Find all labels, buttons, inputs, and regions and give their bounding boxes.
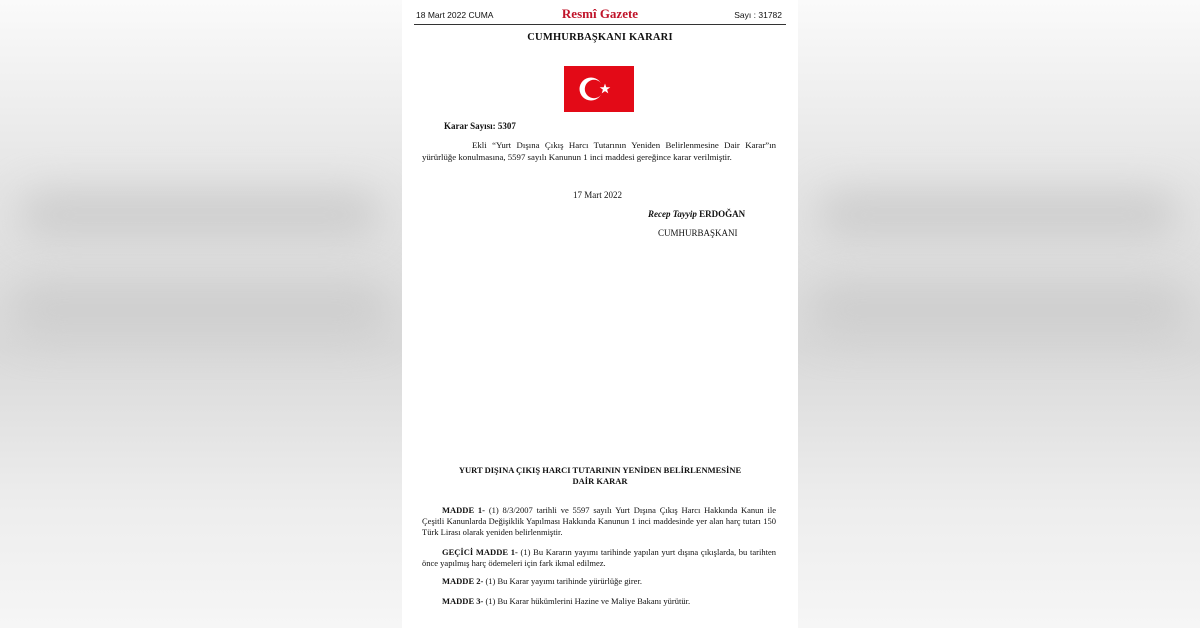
page-title: CUMHURBAŞKANI KARARI [527, 32, 673, 43]
decree-title-line: DAİR KARAR [572, 476, 628, 486]
article-label: MADDE 1- [442, 505, 486, 515]
blurred-background-left [0, 0, 402, 628]
gazette-name: Resmî Gazete [561, 6, 639, 21]
blur-shape [20, 190, 380, 240]
article-label: MADDE 3- [442, 596, 484, 606]
signature-date: 17 Mart 2022 [573, 190, 622, 200]
blur-shape [818, 190, 1178, 240]
blurred-background-right [798, 0, 1200, 628]
temporary-article-1 [422, 547, 776, 569]
issue-number: Sayı : 31782 [734, 10, 782, 20]
header-divider [414, 24, 786, 25]
decree-title [422, 465, 778, 487]
article-2 [422, 576, 776, 587]
signer-given-name: Recep Tayyip [648, 209, 697, 219]
page-header [402, 6, 798, 24]
signer-surname: ERDOĞAN [699, 209, 746, 219]
intro-paragraph: Ekli “Yurt Dışına Çıkış Harcı Tutarının Yeniden Belirlenmesine Dair Karar”ın yürürlüğe konulmasına, 5597 sayılı Kanunun 1 inci maddesi gereğince karar verilmiştir. [422, 140, 776, 162]
signer-title: CUMHURBAŞKANI [658, 228, 738, 238]
signer-name [648, 209, 745, 219]
turkish-flag-icon [564, 66, 634, 112]
header-date: 18 Mart 2022 CUMA [416, 10, 494, 20]
article-1 [422, 505, 776, 538]
blur-shape [808, 280, 1188, 340]
article-text: (1) Bu Kararın yayımı tarihinde yapılan yurt dışına çıkışlarda, bu tarihten önce yapılmış harç ödemeleri için fark ikmal edilmez. [422, 547, 776, 568]
article-3 [422, 596, 776, 607]
decision-number: Karar Sayısı: 5307 [444, 121, 516, 131]
blur-shape [10, 280, 390, 340]
article-text: (1) Bu Karar yayımı tarihinde yürürlüğe girer. [483, 576, 642, 586]
article-text: (1) 8/3/2007 tarihli ve 5597 sayılı Yurt Dışına Çıkış Harcı Hakkında Kanun ile Çeşitli Kanunlarda Değişiklik Yapılması Hakkında Kanunun 1 inci maddesinde yer alan harç tutarı 150 Türk Lirası olarak yeniden belirlenmiştir. [422, 505, 776, 537]
article-text: (1) Bu Karar hükümlerini Hazine ve Maliye Bakanı yürütür. [483, 596, 691, 606]
gazette-page [402, 0, 798, 628]
decree-title-line: YURT DIŞINA ÇIKIŞ HARCI TUTARININ YENİDEN BELİRLENMESİNE [458, 465, 742, 475]
article-label: GEÇİCİ MADDE 1- [442, 547, 518, 557]
article-label: MADDE 2- [442, 576, 484, 586]
